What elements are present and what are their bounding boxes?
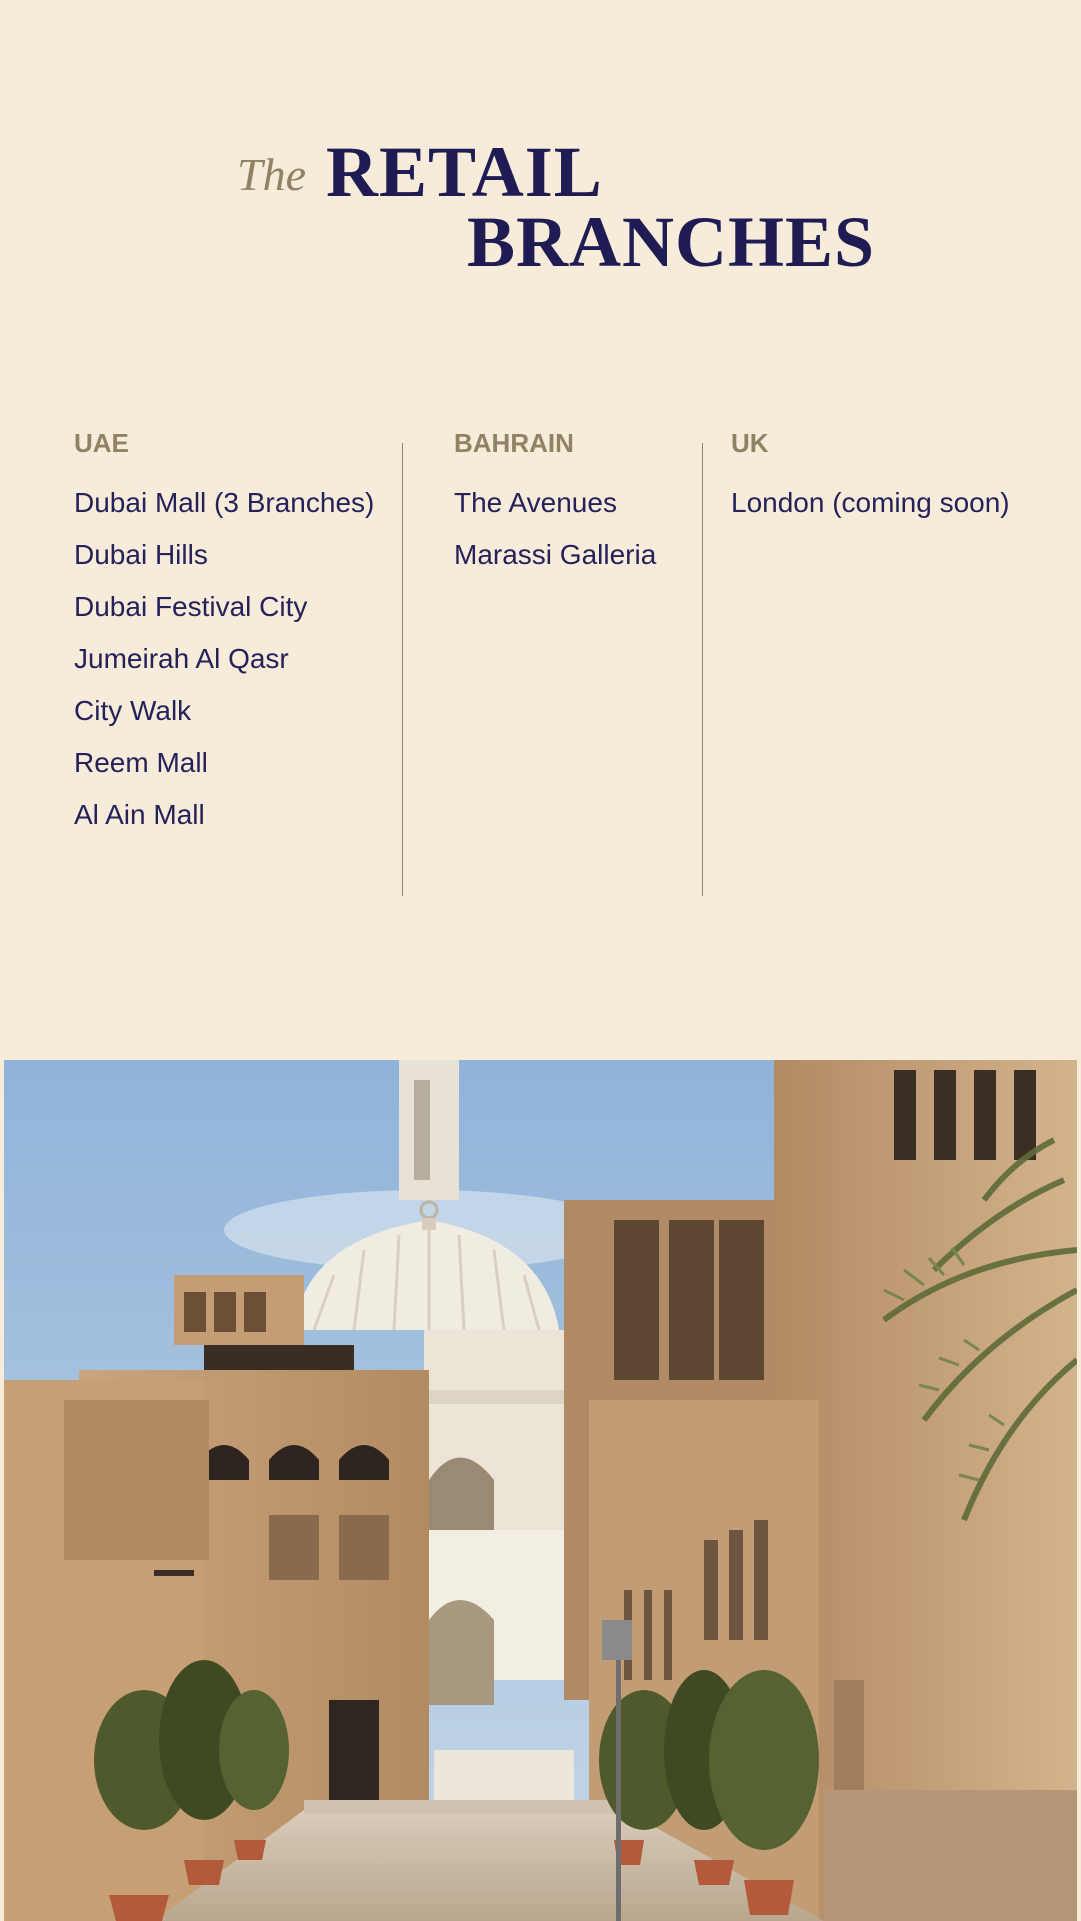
list-item: Dubai Hills [74, 539, 208, 570]
list-item: Dubai Mall (3 Branches) [74, 487, 375, 518]
branch-list-uae [74, 486, 374, 850]
branch-list-uk [731, 486, 1010, 538]
title-prefix: The [237, 149, 306, 200]
title-line-2: BRANCHES [467, 202, 876, 282]
column-heading-bahrain: BAHRAIN [454, 428, 574, 458]
column-heading-uae: UAE [74, 428, 129, 458]
list-item: Marassi Galleria [454, 539, 657, 570]
column-uk [731, 430, 1010, 538]
list-item: The Avenues [454, 487, 617, 518]
list-item: Al Ain Mall [74, 799, 205, 830]
title-line-1: RETAIL [326, 132, 603, 212]
column-divider [702, 443, 703, 896]
list-item: Dubai Festival City [74, 591, 308, 622]
page-title [0, 0, 1081, 300]
list-item: London (coming soon) [731, 487, 1010, 518]
branch-list-bahrain [454, 486, 656, 590]
column-uae [74, 430, 374, 850]
list-item: City Walk [74, 695, 192, 726]
street-scene-photo [4, 1060, 1077, 1921]
column-heading-uk: UK [731, 428, 769, 458]
column-bahrain [454, 430, 656, 590]
list-item: Reem Mall [74, 747, 208, 778]
column-divider [402, 443, 403, 896]
list-item: Jumeirah Al Qasr [74, 643, 289, 674]
